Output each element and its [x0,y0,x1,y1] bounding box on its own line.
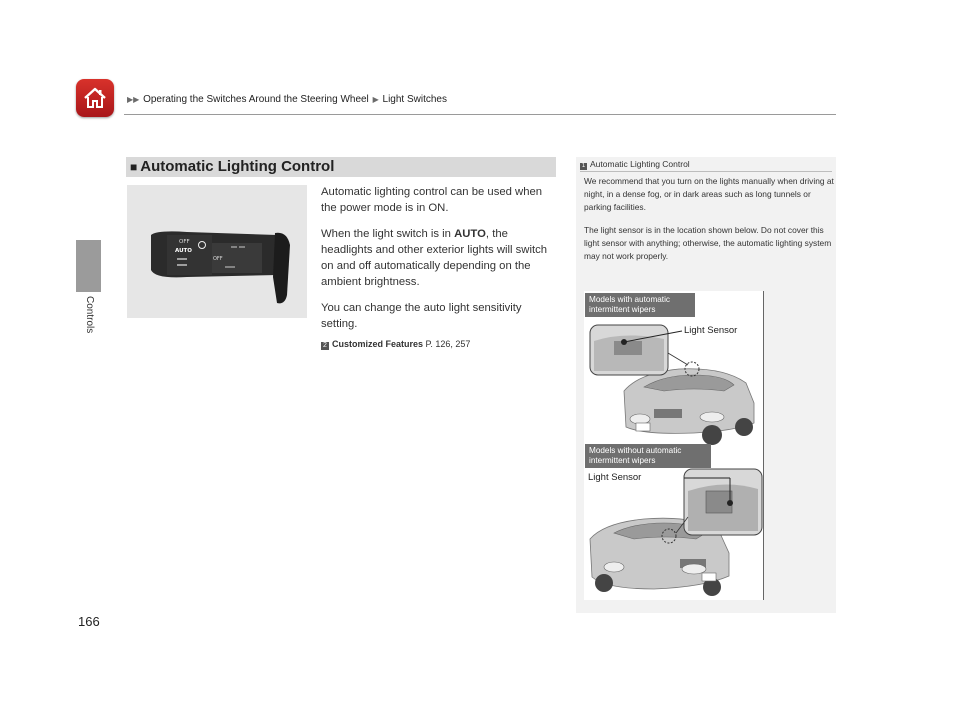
body-paragraph: Automatic lighting control can be used when the power mode is in ON. [321,186,543,214]
side-tab[interactable] [76,240,101,292]
body-text-span: , the headlights and other exterior lights will switch on and off automatically depending on the ambient brightness. [321,228,548,288]
body-text-span: When the light switch is in [321,228,455,240]
xref-pages[interactable]: P. 126, 257 [423,339,471,349]
stalk-off-text: OFF [179,239,190,245]
section-title [130,158,334,175]
body-paragraph [321,226,557,290]
section-body [321,184,557,342]
model-tag-with-auto-wipers: Models with automatic intermittent wipers [585,293,695,317]
note-title-text: Automatic Lighting Control [590,159,690,169]
light-switch-photo [127,185,307,318]
breadcrumb [126,94,447,105]
auto-keyword: AUTO [454,228,486,240]
stalk-auto-text: AUTO [175,248,192,254]
note-paragraph: We recommend that you turn on the lights manually when driving at night, in a dense fog, or in dark areas such as long tunnels or parking facilities. [584,176,834,213]
car-illustration-top [624,369,754,445]
note-divider [580,171,832,172]
breadcrumb-item-light-switches[interactable]: Light Switches [382,94,447,105]
reference-icon: 2 [321,342,329,350]
breadcrumb-item-switches[interactable]: Operating the Switches Around the Steering Wheel [143,94,369,105]
header-divider [124,114,836,115]
xref-title[interactable]: Customized Features [332,339,424,349]
home-button[interactable] [76,79,114,117]
light-sensor-label: Light Sensor [588,472,642,483]
breadcrumb-arrow-icon: ▶▶ [127,95,140,104]
note-body [584,175,834,272]
section-title-text: Automatic Lighting Control [140,158,335,175]
figure-border [763,291,764,600]
breadcrumb-arrow-icon: ▶ [372,95,379,104]
cross-reference-link[interactable] [321,339,470,350]
body-paragraph: You can change the auto light sensitivity setting. [321,302,522,330]
note-paragraph: The light sensor is in the location shown below. Do not cover this light sensor with anything; otherwise, the automatic lighting system may not work properly. [584,224,832,262]
side-tab-label[interactable]: Controls [84,296,95,334]
note-marker-icon: 1 [581,163,586,169]
page-number: 166 [78,614,100,629]
stalk-fog-off-text: OFF [213,256,223,262]
sensor-inset-bottom [662,469,762,543]
square-bullet-icon: ■ [130,160,138,174]
note-title [580,159,690,170]
model-tag-without-auto-wipers: Models without automatic intermittent wipers [585,444,711,468]
home-icon [81,84,109,112]
light-sensor-label: Light Sensor [684,325,738,336]
sensor-inset-top [590,325,699,376]
